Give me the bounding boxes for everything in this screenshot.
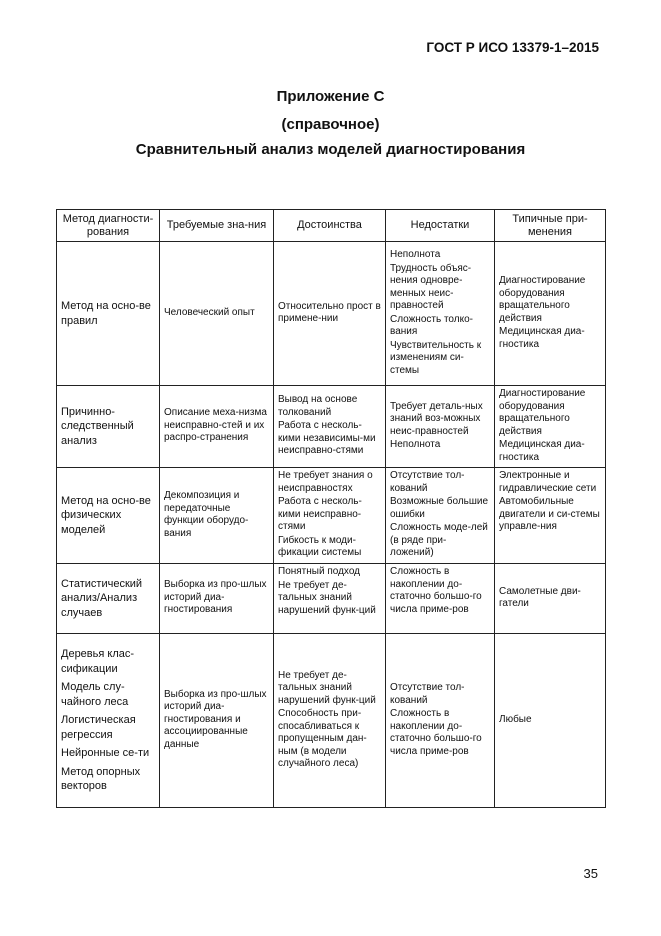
cell-item: Не требует де-тальных знаний нарушений функ-ций	[278, 579, 376, 616]
cell-item: Работа с несколь-кими неисправно-стями	[278, 496, 362, 532]
table-row	[57, 242, 606, 386]
cell-item: Диагностирование оборудования вращательного действия	[499, 275, 586, 324]
cell-item: Самолетные дви-гатели	[499, 585, 581, 609]
cell-item: Метод на осно-ве правил	[61, 300, 151, 327]
cell-item: Метод опорных векторов	[61, 765, 141, 793]
header-method: Метод диагности-рования	[57, 210, 160, 242]
table-cell-method	[57, 386, 160, 468]
cell-item: Декомпозиция и передаточные функции оборудо-вания	[164, 490, 249, 539]
cell-item: Деревья клас-сификации	[61, 648, 135, 675]
cell-item: Не требует де-тальных знаний нарушений функ-ций	[278, 669, 376, 706]
cell-item: Понятный подход	[278, 566, 360, 577]
table-cell-knowledge	[160, 634, 274, 808]
table-cell-disadvantages	[386, 386, 495, 468]
table-header-row	[57, 210, 606, 242]
cell-item: Вывод на основе толкований	[278, 394, 358, 418]
table-cell-advantages	[274, 468, 386, 564]
cell-item: Возможные большие ошибки	[390, 496, 489, 520]
cell-item: Человеческий опыт	[164, 306, 255, 318]
table-cell-knowledge	[160, 386, 274, 468]
appendix-title: Приложение С	[276, 88, 385, 105]
table-cell-applications	[495, 386, 606, 468]
cell-item: Сложность в накоплении до-статочно большо-го числа приме-ров	[390, 708, 482, 757]
table-cell-applications	[495, 634, 606, 808]
cell-item: Неполнота	[390, 439, 441, 450]
cell-item: Медицинская диа-гностика	[499, 439, 585, 463]
cell-item: Не требует знания о неисправностях	[278, 470, 373, 494]
table-cell-knowledge	[160, 564, 274, 634]
table-cell-advantages	[274, 564, 386, 634]
cell-item: Выборка из про-шлых историй диа-гностирования и ассоциированные данные	[164, 688, 267, 750]
cell-item: Способность при-спосабливаться к пропущенным дан-ным (в модели случайного леса)	[278, 708, 367, 769]
cell-item: Автомобильные двигатели и си-стемы управле-ния	[499, 496, 600, 532]
table-cell-method	[57, 242, 160, 386]
cell-item: Медицинская диа-гностика	[499, 326, 585, 350]
table-cell-method	[57, 564, 160, 634]
cell-item: Отсутствие тол-кований	[390, 682, 465, 706]
table-cell-disadvantages	[386, 564, 495, 634]
table-cell-knowledge	[160, 468, 274, 564]
cell-item: Сложность толко-вания	[390, 313, 473, 337]
cell-item: Гибкость к моди-фикации системы	[278, 534, 362, 558]
cell-item: Метод на осно-ве физических моделей	[61, 494, 151, 536]
table-cell-applications	[495, 564, 606, 634]
cell-item: Чувствительность к изменениям си-стемы	[390, 339, 482, 376]
cell-item: Описание меха-низма неисправно-стей и их распро-странения	[164, 407, 267, 444]
table-cell-knowledge	[160, 242, 274, 386]
header-advantages: Достоинства	[274, 210, 386, 242]
cell-item: Модель слу-чайного леса	[61, 681, 129, 708]
header-disadvantages: Недостатки	[386, 210, 495, 242]
table-cell-method	[57, 634, 160, 808]
table-cell-applications	[495, 242, 606, 386]
cell-item: Выборка из про-шлых историй диа-гностирования	[164, 579, 267, 616]
table-cell-method	[57, 468, 160, 564]
cell-item: Сложность моде-лей (в ряде при-ложений)	[390, 522, 488, 558]
header-knowledge: Требуемые зна-ния	[160, 210, 274, 242]
cell-item: Относительно прост в примене-нии	[278, 300, 381, 324]
table-cell-advantages	[274, 242, 386, 386]
cell-item: Любые	[499, 713, 532, 725]
table-row	[57, 468, 606, 564]
cell-item: Отсутствие тол-кований	[390, 470, 465, 494]
cell-item: Диагностирование оборудования вращательного действия	[499, 388, 586, 437]
cell-item: Неполнота	[390, 249, 441, 260]
table-row	[57, 564, 606, 634]
table-cell-advantages	[274, 634, 386, 808]
document-header: ГОСТ Р ИСО 13379-1–2015	[426, 40, 599, 55]
page-number: 35	[583, 866, 598, 881]
cell-item: Трудность объяс-нения одновре-менных неис-правностей	[390, 262, 472, 311]
page-title: Сравнительный анализ моделей диагностирования	[135, 141, 526, 158]
comparison-table	[56, 209, 606, 808]
cell-item: Логистическая регрессия	[61, 714, 136, 741]
table-cell-disadvantages	[386, 634, 495, 808]
cell-item: Сложность в накоплении до-статочно большо-го числа приме-ров	[390, 566, 482, 615]
table-row	[57, 634, 606, 808]
cell-item: Статистический анализ/Анализ случаев	[61, 577, 143, 619]
appendix-type: (справочное)	[281, 116, 380, 133]
cell-item: Работа с несколь-кими независимы-ми неисправно-стями	[278, 420, 376, 457]
table-row	[57, 386, 606, 468]
cell-item: Причинно-следственный анализ	[61, 405, 134, 447]
table-cell-applications	[495, 468, 606, 564]
header-applications: Типичные при-менения	[495, 210, 606, 242]
cell-item: Требует деталь-ных знаний воз-можных неис-правностей	[390, 400, 483, 437]
cell-item: Нейронные се-ти	[61, 747, 150, 760]
cell-item: Электронные и гидравлические сети	[499, 470, 597, 494]
table-cell-advantages	[274, 386, 386, 468]
table-cell-disadvantages	[386, 242, 495, 386]
table-cell-disadvantages	[386, 468, 495, 564]
